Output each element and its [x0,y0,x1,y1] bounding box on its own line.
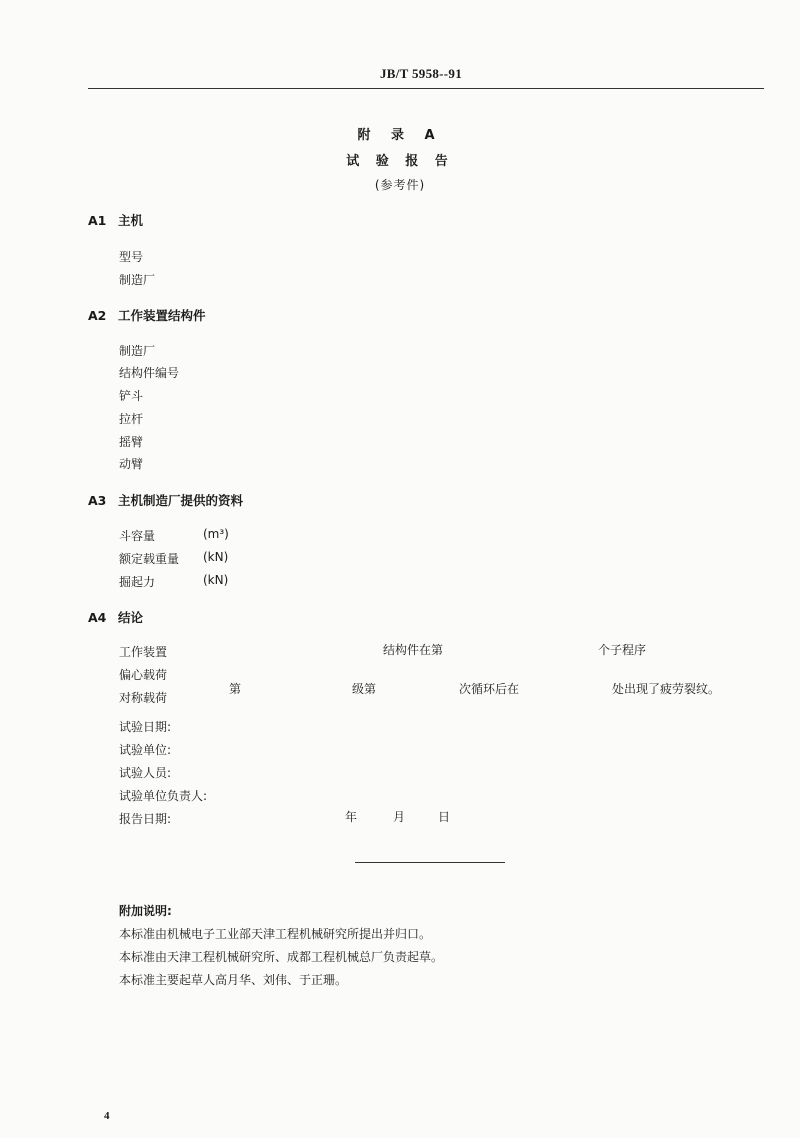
conclusion-text: 第 [229,682,242,696]
section-number: A3 [88,493,107,508]
section-title: 结论 [118,610,144,625]
conclusion-text: 结构件在第 [383,643,444,657]
conclusion-label: 工作装置 [119,645,168,659]
section-a4-heading [88,608,143,626]
end-rule [355,862,505,863]
conclusion-text: 次循环后在 [459,682,520,696]
report-field-label: 试验日期: [119,720,172,734]
unit-label: (kN) [203,550,229,564]
date-month-label: 月 [393,810,406,824]
section-a3-heading [88,491,243,509]
conclusion-text: 个子程序 [598,643,647,657]
field-label: 摇臂 [119,435,144,449]
note-line: 本标准由天津工程机械研究所、成都工程机械总厂负责起草。 [119,950,444,964]
conclusion-text: 级第 [352,682,377,696]
date-day-label: 日 [438,810,451,824]
field-label: 额定载重量 [119,552,180,566]
report-field-label: 试验单位: [119,743,172,757]
section-title: 主机制造厂提供的资料 [118,493,244,508]
conclusion-text: 处出现了疲劳裂纹。 [612,682,721,696]
conclusion-label: 对称载荷 [119,691,168,705]
field-label: 制造厂 [119,273,156,287]
notes-heading: 附加说明: [119,904,172,918]
report-field-label: 试验人员: [119,766,172,780]
field-label: 铲斗 [119,389,144,403]
section-a2-heading [88,306,206,324]
standard-number: JB/T 5958--91 [380,66,463,81]
appendix-title: 附 录 A [357,128,443,143]
field-label: 制造厂 [119,344,156,358]
header-rule [88,88,764,89]
page-number: 4 [104,1110,110,1122]
section-a1-heading [88,211,143,229]
unit-label: (kN) [203,573,229,587]
unit-label: (m³) [203,527,229,541]
section-number: A2 [88,308,107,323]
field-label: 掘起力 [119,575,156,589]
report-title: 试 验 报 告 [346,154,454,169]
report-field-label: 试验单位负责人: [119,789,208,803]
field-label: 斗容量 [119,529,156,543]
field-label: 拉杆 [119,412,144,426]
section-title: 工作装置结构件 [118,308,206,323]
section-title: 主机 [118,213,144,228]
section-number: A1 [88,213,107,228]
conclusion-label: 偏心载荷 [119,668,168,682]
field-label: 型号 [119,250,144,264]
section-number: A4 [88,610,107,625]
date-year-label: 年 [345,810,358,824]
report-field-label: 报告日期: [119,812,172,826]
note-line: 本标准主要起草人高月华、刘伟、于正珊。 [119,973,348,987]
field-label: 结构件编号 [119,366,180,380]
report-subtitle: (参考件) [374,178,426,192]
field-label: 动臂 [119,457,144,471]
note-line: 本标准由机械电子工业部天津工程机械研究所提出并归口。 [119,927,432,941]
